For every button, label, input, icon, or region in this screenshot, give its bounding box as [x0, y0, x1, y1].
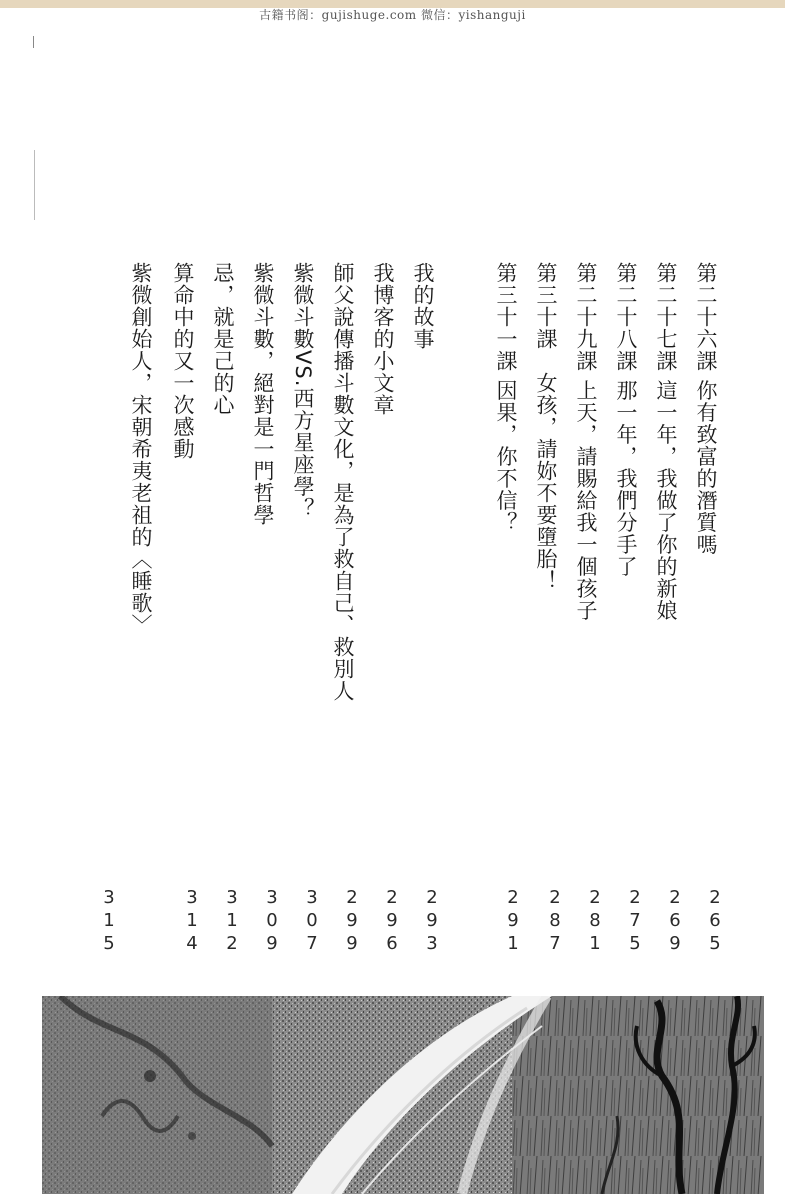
toc-page-number — [181, 886, 203, 955]
page-digit: 8 — [589, 910, 601, 931]
page-digit: 1 — [589, 933, 601, 954]
toc-page-number — [624, 886, 646, 955]
page-digit: 3 — [186, 887, 198, 908]
page-digit: 3 — [226, 887, 238, 908]
page-digit: 7 — [629, 910, 641, 931]
toc-entry-title: 第三十課 女孩，請妳不要墮胎！ — [534, 262, 558, 592]
margin-mark — [33, 36, 34, 48]
page-digit: 2 — [709, 887, 721, 908]
toc-entry-title: 第二十九課 上天，請賜給我一個孩子 — [574, 262, 598, 622]
toc-page-number — [221, 886, 243, 955]
page-digit: 9 — [507, 910, 519, 931]
page-digit: 9 — [266, 933, 278, 954]
toc-page-number — [704, 886, 726, 955]
page-digit: 2 — [629, 887, 641, 908]
page-digit: 6 — [386, 933, 398, 954]
page-digit: 7 — [306, 933, 318, 954]
watermark-text: 古籍书阁：gujishuge.com 微信：yishanguji — [259, 8, 526, 22]
toc-page-number — [584, 886, 606, 955]
page-digit: 6 — [709, 910, 721, 931]
page-digit: 1 — [507, 933, 519, 954]
page-digit: 2 — [226, 933, 238, 954]
toc-entry-title: 紫微創始人，宋朝希夷老祖的〈睡歌〉 — [129, 262, 153, 636]
page-digit: 3 — [103, 887, 115, 908]
toc-page-number — [544, 886, 566, 955]
page-digit: 8 — [549, 910, 561, 931]
page-digit: 9 — [346, 933, 358, 954]
toc-page-number — [664, 886, 686, 955]
toc-entry-title: 第二十六課 你有致富的潛質嗎 — [694, 262, 718, 556]
toc-entry-title: 第二十七課 這一年，我做了你的新娘 — [654, 262, 678, 622]
toc-page-number — [261, 886, 283, 955]
toc-entry-title: 紫微斗數VS.西方星座學？ — [291, 262, 315, 520]
toc-page-number — [341, 886, 363, 955]
page-digit: 7 — [549, 933, 561, 954]
page-digit: 5 — [629, 933, 641, 954]
toc-entry-title: 師父說傳播斗數文化，是為了救自己、救別人 — [331, 262, 355, 702]
page-digit: 2 — [589, 887, 601, 908]
toc-page-number — [381, 886, 403, 955]
page-digit: 9 — [426, 910, 438, 931]
page-digit: 2 — [669, 887, 681, 908]
toc-page-number — [502, 886, 524, 955]
toc-page-number — [98, 886, 120, 955]
page-digit: 2 — [507, 887, 519, 908]
toc-entry-title: 忌，就是己的心 — [211, 262, 235, 416]
artwork-illustration — [42, 996, 764, 1194]
page-digit: 9 — [346, 910, 358, 931]
page-digit: 1 — [103, 910, 115, 931]
page-digit: 5 — [103, 933, 115, 954]
toc-entry-title: 紫微斗數，絕對是一門哲學 — [251, 262, 275, 526]
page-digit: 2 — [426, 887, 438, 908]
toc-entry-title: 第二十八課 那一年，我們分手了 — [614, 262, 638, 578]
page-digit: 3 — [266, 887, 278, 908]
page-digit: 2 — [346, 887, 358, 908]
page-digit: 0 — [266, 910, 278, 931]
page-digit: 0 — [306, 910, 318, 931]
margin-mark — [34, 150, 35, 220]
page-digit: 3 — [306, 887, 318, 908]
page-digit: 3 — [426, 933, 438, 954]
toc-page-number — [421, 886, 443, 955]
page-digit: 4 — [186, 933, 198, 954]
page-digit: 1 — [226, 910, 238, 931]
page-digit: 2 — [549, 887, 561, 908]
page-digit: 5 — [709, 933, 721, 954]
toc-entry-title: 我的故事 — [411, 262, 435, 350]
toc-entry-title: 第三十一課 因果，你不信？ — [494, 262, 518, 534]
toc-entry-title: 算命中的又一次感動 — [171, 262, 195, 460]
page-digit: 6 — [669, 910, 681, 931]
toc-entry-title: 我博客的小文章 — [371, 262, 395, 416]
toc-page-number — [301, 886, 323, 955]
page-digit: 9 — [669, 933, 681, 954]
page-digit: 9 — [386, 910, 398, 931]
ink-wash-artwork — [42, 996, 764, 1194]
page-digit: 1 — [186, 910, 198, 931]
page-digit: 2 — [386, 887, 398, 908]
